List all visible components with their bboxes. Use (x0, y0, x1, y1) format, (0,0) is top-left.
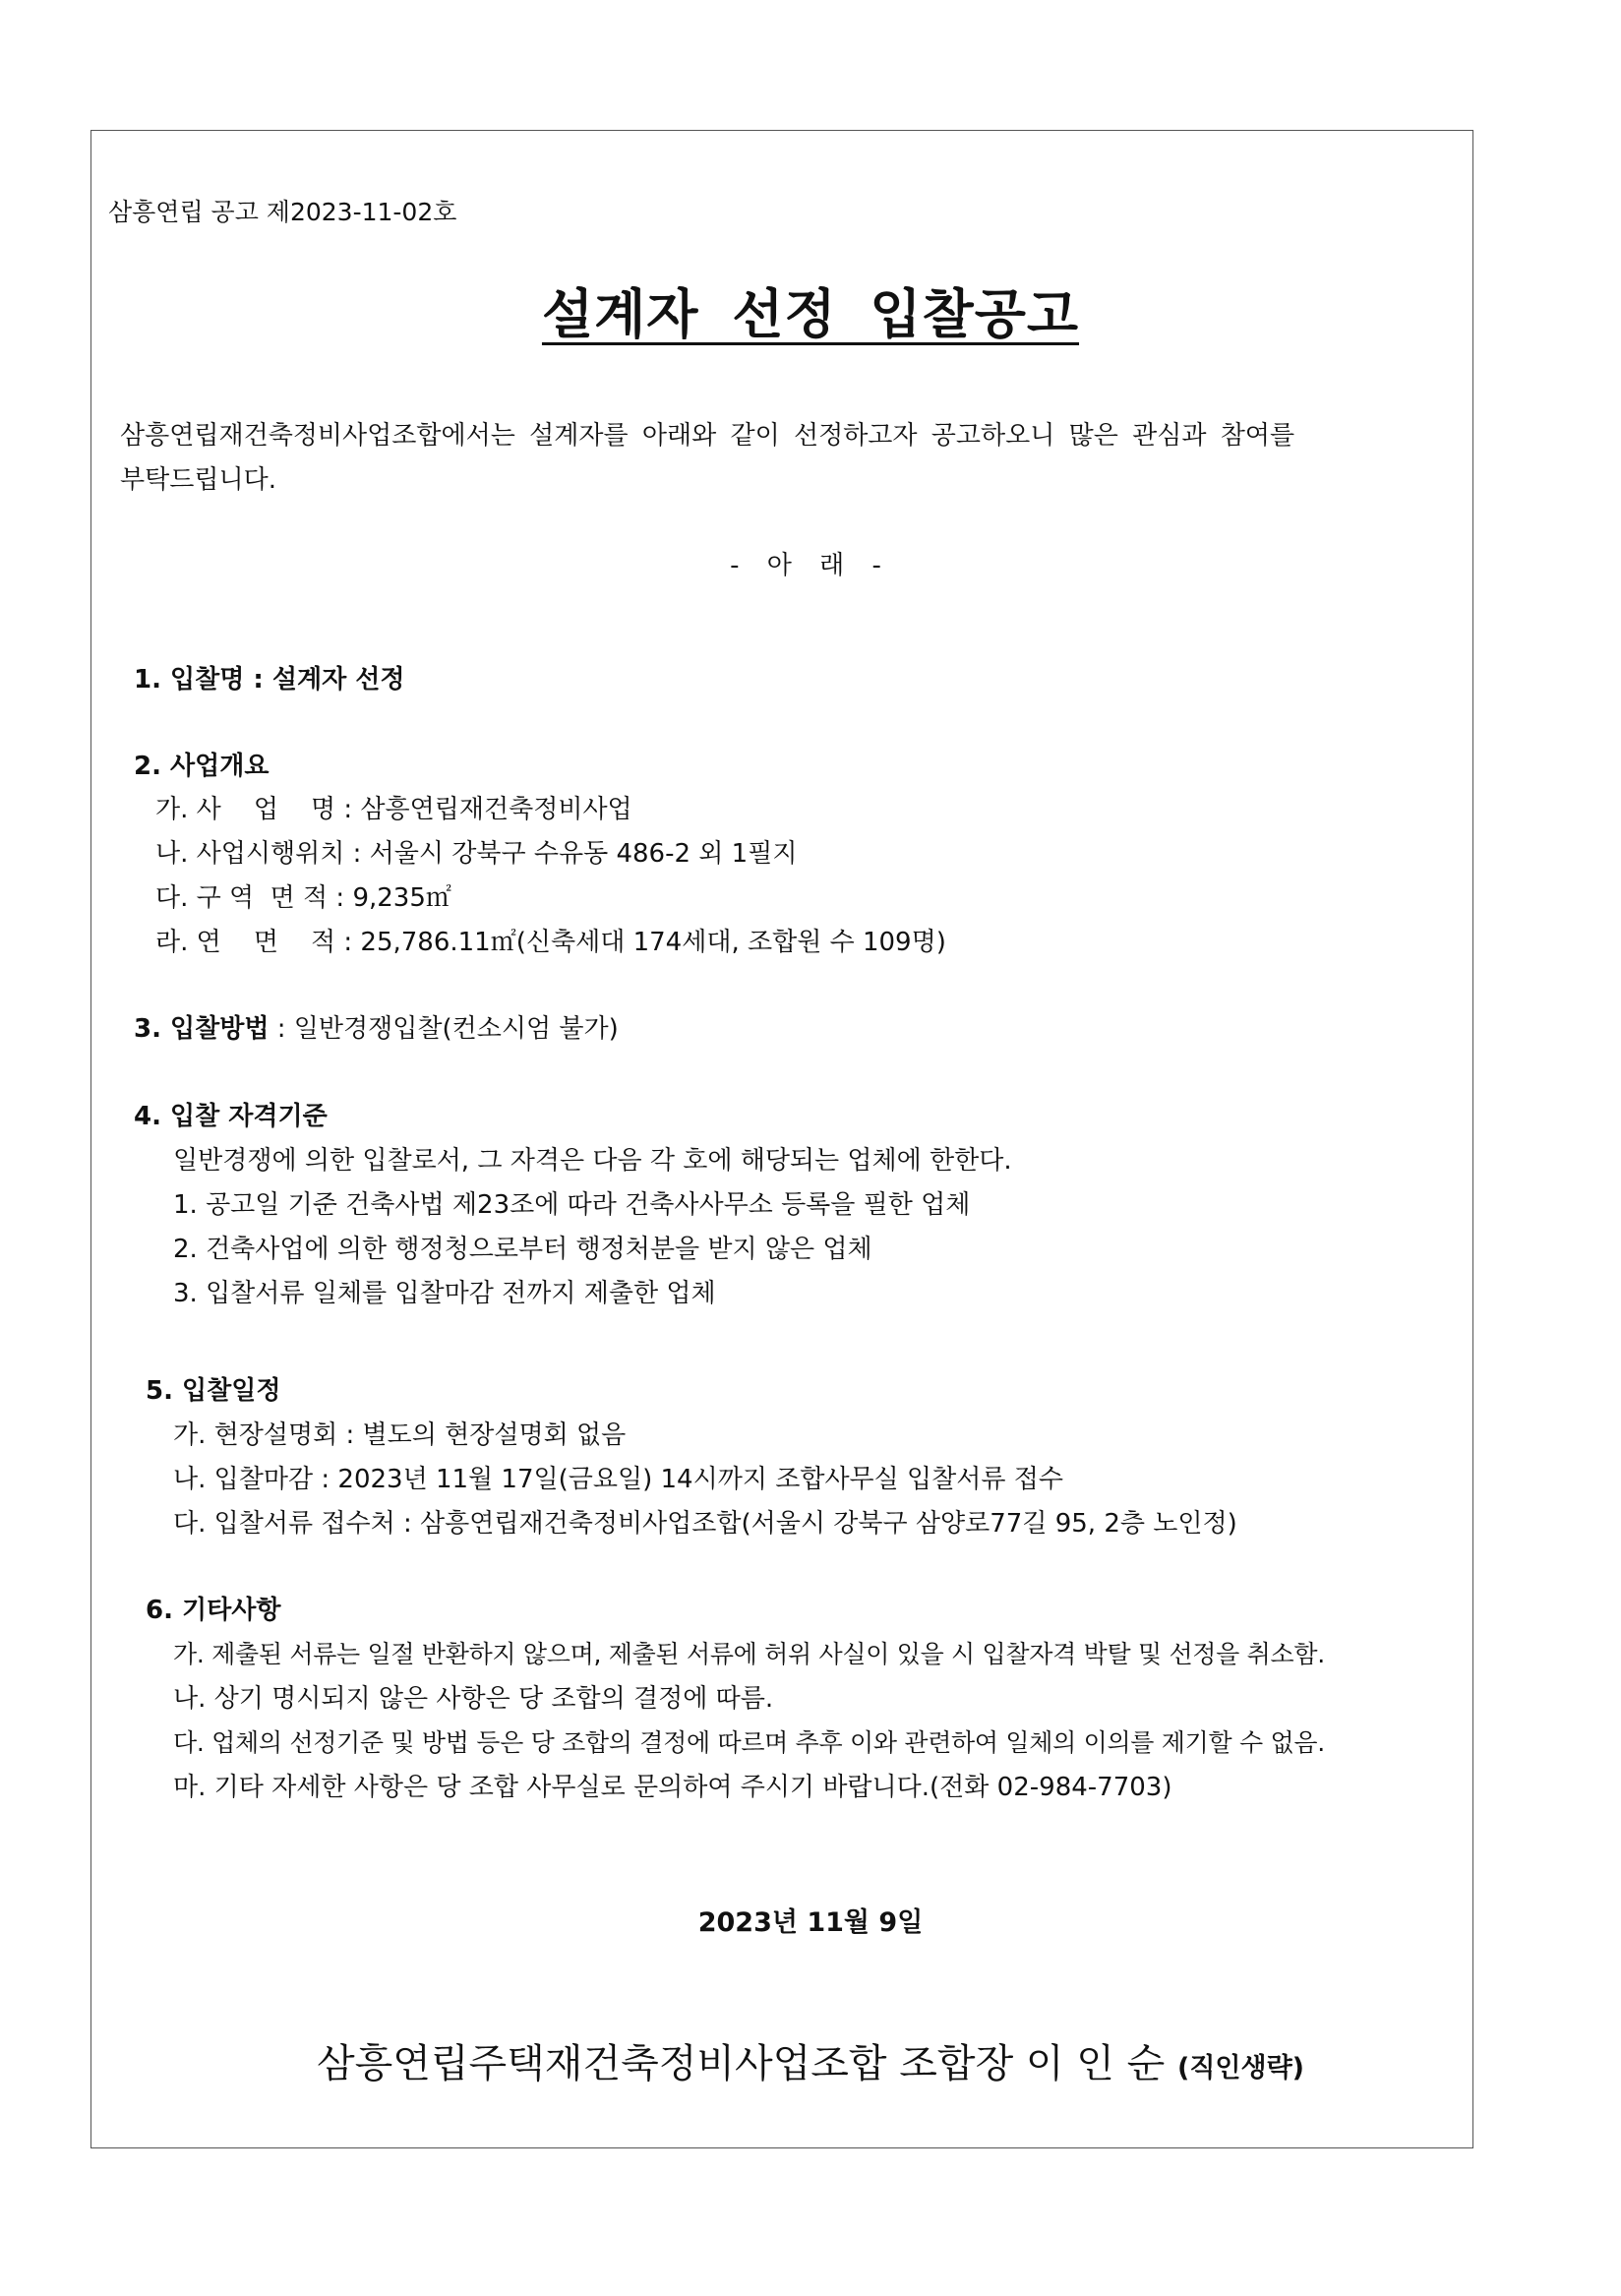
section-5-item-b: 나. 입찰마감 : 2023년 11월 17일(금요일) 14시까지 조합사무실 입찰서류 접수 (173, 1465, 1064, 1494)
section-3-value: : 일반경쟁입찰(컨소시엄 불가) (269, 1014, 619, 1044)
intro-line-2: 부탁드립니다. (120, 465, 276, 495)
intro-line-1: 삼흥연립재건축정비사업조합에서는 설계자를 아래와 같이 선정하고자 공고하오니 많은 관심과 참여를 (120, 421, 1295, 451)
seal-note: (직인생략) (1177, 2053, 1305, 2084)
section-2-heading: 2. 사업개요 (134, 752, 270, 781)
section-2-item-a: 가. 사 업 명 : 삼흥연립재건축정비사업 (155, 795, 632, 824)
section-1-label: 1. 입찰명 : (134, 665, 264, 695)
notice-date: 2023년 11월 9일 (697, 1907, 924, 1938)
section-3-label: 3. 입찰방법 (134, 1014, 270, 1044)
section-4-item-3: 3. 입찰서류 일체를 입찰마감 전까지 제출한 업체 (173, 1279, 716, 1308)
below-marker: - 아 래 - (730, 551, 891, 580)
section-5-item-a: 가. 현장설명회 : 별도의 현장설명회 없음 (173, 1420, 627, 1450)
signature (0, 2038, 1621, 2094)
section-4-item-1: 1. 공고일 기준 건축사법 제23조에 따라 건축사사무소 등록을 필한 업체 (173, 1190, 971, 1220)
section-6-heading: 6. 기타사항 (146, 1596, 281, 1625)
document-title-text: 설계자 선정 입찰공고 (541, 283, 1080, 345)
document-title (0, 280, 1621, 349)
section-5-heading: 5. 입찰일정 (146, 1376, 281, 1406)
section-3 (134, 1011, 619, 1047)
signature-org: 삼흥연립주택재건축정비사업조합 조합장 이 인 순 (316, 2041, 1166, 2086)
section-2-item-d: 라. 연 면 적 : 25,786.11㎡(신축세대 174세대, 조합원 수 109명) (155, 928, 946, 957)
section-4-item-2: 2. 건축사업에 의한 행정청으로부터 행정처분을 받지 않은 업체 (173, 1235, 872, 1264)
notice-number: 삼흥연립 공고 제2023-11-02호 (108, 198, 457, 226)
section-4-lead: 일반경쟁에 의한 입찰로서, 그 자격은 다음 각 호에 해당되는 업체에 한한다. (173, 1146, 1012, 1176)
section-6-item-a: 가. 제출된 서류는 일절 반환하지 않으며, 제출된 서류에 허위 사실이 있을 시 입찰자격 박탈 및 선정을 취소함. (173, 1640, 1325, 1668)
section-5-item-c: 다. 입찰서류 접수처 : 삼흥연립재건축정비사업조합(서울시 강북구 삼양로77길 95, 2층 노인정) (173, 1509, 1237, 1539)
section-6-item-d: 마. 기타 자세한 사항은 당 조합 사무실로 문의하여 주시기 바랍니다.(전화 02-984-7703) (173, 1773, 1172, 1802)
section-4-heading: 4. 입찰 자격기준 (134, 1102, 328, 1131)
section-2-item-b: 나. 사업시행위치 : 서울시 강북구 수유동 486-2 외 1필지 (155, 839, 798, 869)
section-1-value: 설계자 선정 (271, 665, 405, 695)
section-6-item-c: 다. 업체의 선정기준 및 방법 등은 당 조합의 결정에 따르며 추후 이와 관련하여 일체의 이의를 제기할 수 없음. (173, 1728, 1325, 1757)
section-6-item-b: 나. 상기 명시되지 않은 사항은 당 조합의 결정에 따름. (173, 1684, 774, 1714)
section-1 (134, 662, 405, 697)
section-2-item-c: 다. 구 역 면 적 : 9,235㎡ (155, 883, 451, 913)
